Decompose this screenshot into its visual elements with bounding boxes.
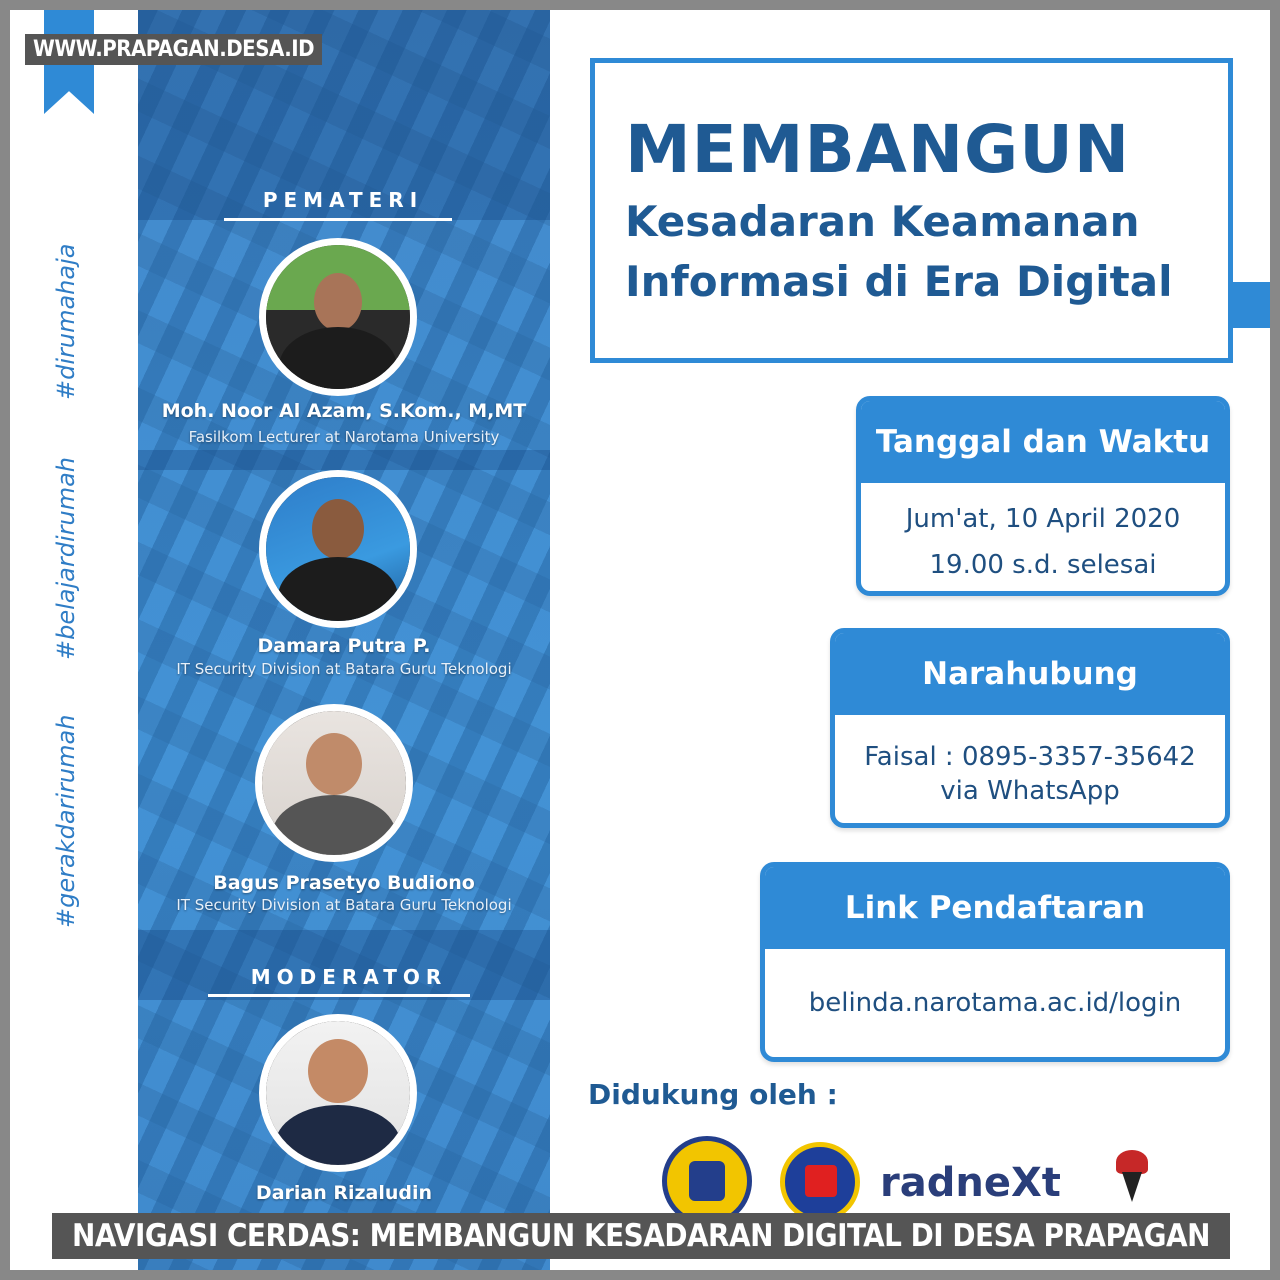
registration-card [760,862,1230,1062]
site-watermark: WWW.PRAPAGAN.DESA.ID [25,34,322,65]
pemateri-heading: PEMATERI [262,188,424,212]
title-line-1: MEMBANGUN [625,111,1131,188]
datetime-card [856,396,1230,596]
poster [10,10,1270,1270]
hashtag-column [52,210,102,940]
sponsor-4-logo-icon [1108,1150,1156,1206]
datetime-line-1: Jum'at, 10 April 2020 [905,504,1181,534]
hashtag-dirumahaja: #dirumahaja [52,243,80,400]
datetime-line-2: 19.00 s.d. selesai [929,550,1157,580]
registration-link[interactable]: belinda.narotama.ac.id/login [808,988,1182,1018]
supported-by-label: Didukung oleh : [588,1078,838,1111]
speaker-1-avatar [259,238,417,396]
contact-card [830,628,1230,828]
contact-card-header: Narahubung [835,633,1225,715]
speaker-2-name: Damara Putra P. [257,635,431,657]
speaker-1-name: Moh. Noor Al Azam, S.Kom., M,MT [161,400,527,422]
radnext-logo: radneXt [880,1160,1061,1206]
contact-line-2: via WhatsApp [940,776,1120,806]
speaker-3-name: Bagus Prasetyo Budiono [213,872,475,894]
speaker-3-role: IT Security Division at Batara Guru Teknologi [176,896,512,914]
registration-card-header: Link Pendaftaran [765,867,1225,949]
title-accent-tab [1230,282,1270,328]
speaker-2-role: IT Security Division at Batara Guru Teknologi [176,660,512,678]
speaker-3-avatar [255,704,413,862]
sponsor-2-logo-icon [780,1142,860,1222]
moderator-name: Darian Rizaludin [255,1182,433,1204]
title-line-3: Informasi di Era Digital [625,257,1173,306]
speaker-1-role: Fasilkom Lecturer at Narotama University [188,428,500,446]
pemateri-divider [224,218,452,221]
hashtag-gerakdarirumah: #gerakdarirumah [52,714,80,928]
moderator-avatar [259,1014,417,1172]
contact-line-1: Faisal : 0895-3357-35642 [864,742,1196,772]
title-box [590,58,1233,363]
bottom-title-banner: NAVIGASI CERDAS: MEMBANGUN KESADARAN DIGITAL DI DESA PRAPAGAN [52,1213,1230,1259]
speaker-column [138,10,550,1270]
speaker-2-avatar [259,470,417,628]
title-line-2: Kesadaran Keamanan [625,197,1140,246]
hashtag-belajardirumah: #belajardirumah [52,456,80,660]
moderator-divider [208,994,470,997]
datetime-card-header: Tanggal dan Waktu [861,401,1225,483]
moderator-heading: MODERATOR [250,965,448,989]
